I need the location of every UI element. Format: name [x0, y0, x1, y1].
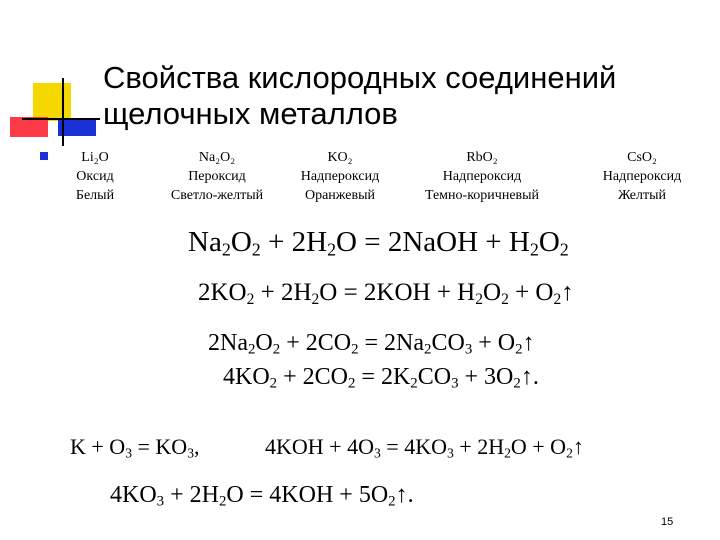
equation-koh-ozone: $4KOH + 4O_3 = 4KO_3 + 2H_2O$ + $O_2↑$ [265, 434, 584, 461]
oxide-formula: KO₂ [327, 150, 353, 165]
oxide-column-rbo2 [402, 148, 562, 205]
bullet-icon [40, 152, 48, 160]
page-number: 15 [661, 516, 674, 528]
title-line-1: Свойства кислородных соединений [103, 60, 617, 95]
equation-k-ozone: $K + O_3 = KO_3$, [70, 434, 200, 461]
equation-ko3-water: $4KO_3 + 2H_2O = 4KOH$ + $5O_2↑$. [110, 482, 414, 510]
title-line-2: щелочных металлов [103, 96, 398, 131]
oxide-color: Желтый [617, 188, 667, 203]
equation-na2o2-co2: $2Na_2O_2 + 2CO_2 = 2Na_2CO_3$ + $O_2↑$ [208, 330, 535, 358]
oxide-column-ko2 [282, 148, 398, 205]
equation-ko2-co2: $4KO_2 + 2CO_2 = 2K_2CO_3$ + $3O_2↑$. [223, 364, 539, 392]
oxide-formula: RbO₂ [466, 150, 498, 165]
accent-vertical-line [62, 78, 64, 146]
oxide-color: Светло-желтый [170, 188, 264, 203]
accent-horizontal-line [22, 118, 100, 120]
equation-ko2-water: $2KO_2 + 2H_2O = 2KOH + H_2O_2$ + $O_2↑$ [198, 279, 574, 308]
oxide-type: Пероксид [188, 169, 246, 184]
oxide-formula: Na₂O₂ [198, 150, 236, 165]
accent-bar-red [10, 117, 48, 137]
oxide-column-cso2 [572, 148, 712, 205]
oxide-type: Надпероксид [442, 169, 522, 184]
oxide-column-na2o2 [157, 148, 277, 205]
slide-title [103, 60, 663, 132]
oxide-formula: CsO₂ [627, 150, 657, 165]
oxide-color: Темно-коричневый [424, 188, 540, 203]
oxide-type: Надпероксид [602, 169, 682, 184]
equation-na2o2-water: $Na_2O_2 + 2H_2O$ = 2NaOH + $H_2O_2$ [188, 226, 569, 260]
oxide-column-li2o [62, 148, 128, 205]
oxide-type: Оксид [76, 169, 114, 184]
accent-square-yellow [33, 83, 71, 121]
oxide-color: Белый [75, 188, 115, 203]
oxide-color: Оранжевый [304, 188, 376, 203]
oxide-type: Надпероксид [300, 169, 380, 184]
oxide-formula: Li₂O [81, 150, 109, 165]
